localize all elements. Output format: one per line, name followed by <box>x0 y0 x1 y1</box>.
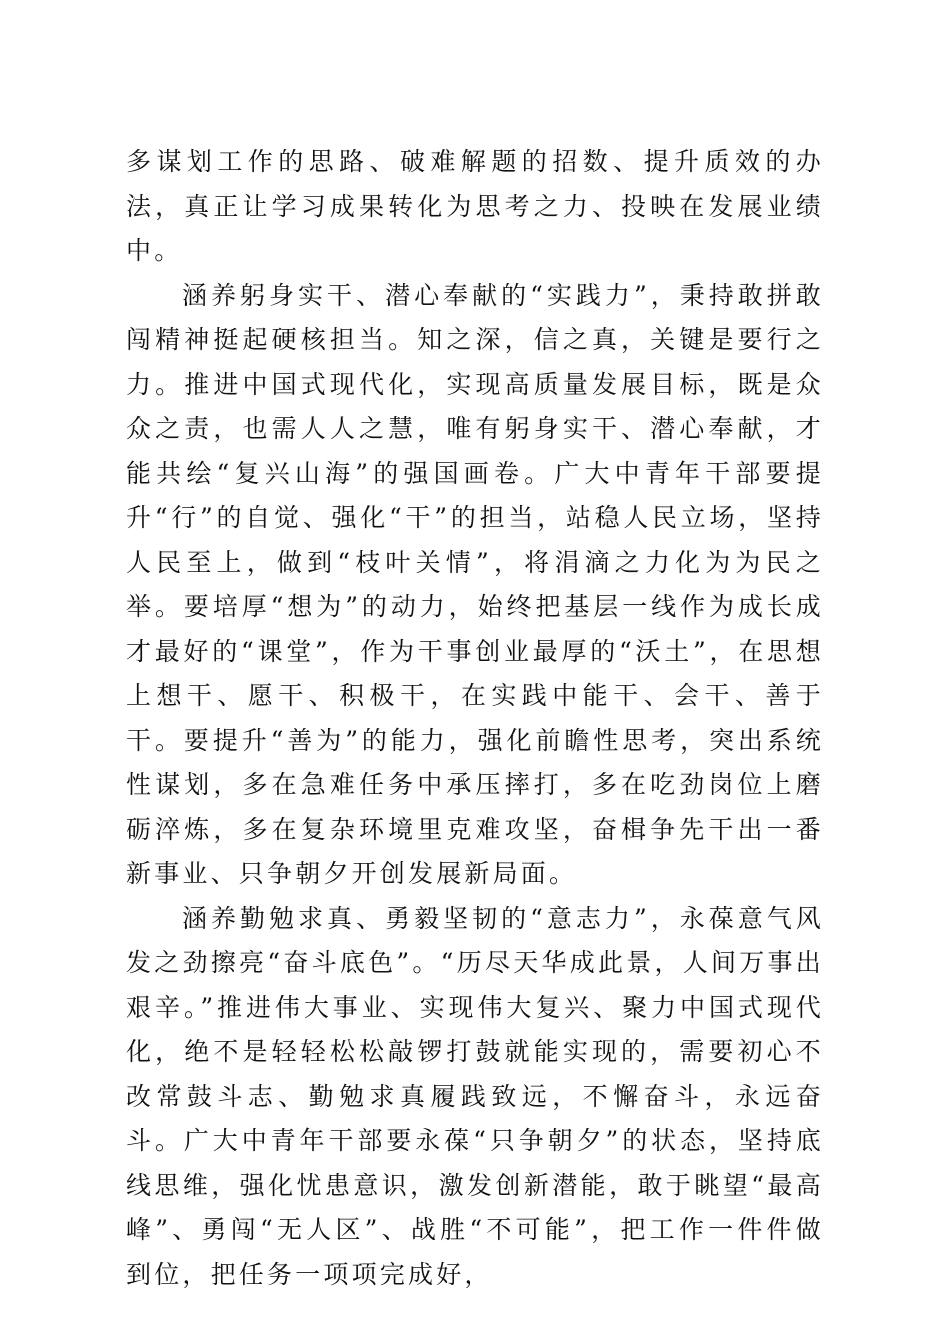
paragraph-willpower: 涵养勤勉求真、勇毅坚韧的“意志力”，永葆意气风发之劲擦亮“奋斗底色”。“历尽天华成此景，人间万事出艰辛。”推进伟大事业、实现伟大复兴、聚力中国式现代化，绝不是轻轻松松敲锣打鼓就能实现的，需要初心不改常鼓斗志、勤勉求真履践致远，不懈奋斗，永远奋斗。广大中青年干部要永葆“只争朝夕”的状态，坚持底线思维，强化忧患意识，激发创新潜能，敢于眺望“最高峰”、勇闯“无人区”、战胜“不可能”，把工作一件件做到位，把任务一项项完成好， <box>126 903 824 1289</box>
paragraph-practice: 涵养躬身实干、潜心奉献的“实践力”，秉持敢拼敢闯精神挺起硬核担当。知之深，信之真，关键是要行之力。推进中国式现代化，实现高质量发展目标，既是众众之责，也需人人之慧，唯有躬身实干、潜心奉献，才能共绘“复兴山海”的强国画卷。广大中青年干部要提升“行”的自觉、强化“干”的担当，站稳人民立场，坚持人民至上，做到“枝叶关情”，将涓滴之力化为为民之举。要培厚“想为”的动力，始终把基层一线作为成长成才最好的“课堂”，作为干事创业最厚的“沃土”，在思想上想干、愿干、积极干，在实践中能干、会干、善于干。要提升“善为”的能力，强化前瞻性思考，突出系统性谋划，多在急难任务中承压摔打，多在吃劲岗位上磨砺淬炼，多在复杂环境里克难攻坚，奋楫争先干出一番新事业、只争朝夕开创发展新局面。 <box>126 280 824 888</box>
paragraph-continuation: 多谋划工作的思路、破难解题的招数、提升质效的办法，真正让学习成果转化为思考之力、投映在发展业绩中。 <box>126 147 824 265</box>
document-body <box>126 140 824 1297</box>
